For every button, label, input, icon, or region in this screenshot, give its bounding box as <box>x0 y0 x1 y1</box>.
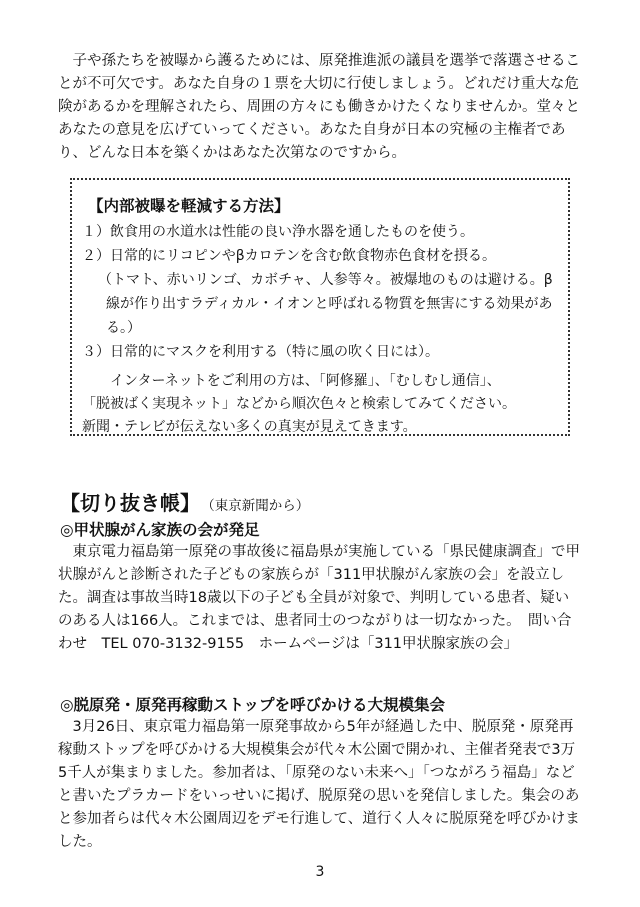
article-body: 3月26日、東京電力福島第一原発事故から5年が経過した中、脱原発・原発再稼動ストップを呼びかける大規模集会が代々木公園で開かれ、主催者発表で3万5千人が集まりました。参加者は、「原発のない未来へ」「つながろう福島」などと書いたプラカードをいっせいに掲げ、脱原発の思いを発信しました。集会のあと参加者らは代々木公園周辺をデモ行進して、道行く人々に脱原発を呼びかけました。 <box>58 719 580 850</box>
box-title: 【内部被曝を軽減する方法】 <box>88 197 290 215</box>
note-line: 新聞・テレビが伝えない多くの真実が見えてきます。 <box>82 419 417 435</box>
clippings-title <box>60 487 309 516</box>
intro-paragraph: 子や孫たちを被曝から護るためには、原発推進派の議員を選挙で落選させることが不可欠です。あなた自身の１票を大切に行使しましょう。どれだけ重大な危険があるかを理解されたら、周囲の方々にも働きかけたくなりませんか。堂々とあなたの意見を広げていってください。あなた自身が日本の究極の主権者であり、どんな日本を築くかはあなた次第なのですから。 <box>58 53 580 161</box>
internal-exposure-box <box>70 178 570 436</box>
method-item: ２）日常的にリコピンやβカロテンを含む飲食物赤色食材を摂る。 <box>82 248 496 264</box>
method-item: １）飲食用の水道水は性能の良い浄水器を通したものを使う。 <box>82 224 474 240</box>
article-heading: ◎脱原発・原発再稼動ストップを呼びかける大規模集会 <box>60 696 446 714</box>
internet-note <box>82 370 562 439</box>
clippings-heading: 【切り抜き帳】 <box>60 491 200 515</box>
method-list <box>82 220 562 364</box>
method-item-detail: （トマト、赤いリンゴ、カボチャ、人参等々。被爆地のものは避ける。β線が作り出すラディカル・イオンと呼ばれる物質を無害にする効果がある。） <box>98 272 553 336</box>
article-heading: ◎甲状腺がん家族の会が発足 <box>60 521 260 539</box>
note-line: 「脱被ばく実現ネット」などから順次色々と検索してみてください。 <box>82 396 516 412</box>
clippings-source: （東京新聞から） <box>208 498 310 514</box>
page-number: 3 <box>315 864 325 880</box>
note-line: インターネットをご利用の方は、「阿修羅」、「むしむし通信」、 <box>110 373 501 389</box>
method-item: ３）日常的にマスクを利用する（特に風の吹く日には）。 <box>82 344 439 360</box>
article-body: 東京電力福島第一原発の事故後に福島県が実施している「県民健康調査」で甲状腺がんと診断された子どもの家族らが「311甲状腺がん家族の会」を設立した。調査は事故当時18歳以下の子ども全員が対象で、判明している患者、疑いのある人は166人。これまでは、患者同士のつながりは一切なかった。 問い合わせ TEL 070-3132-9155 ホームページは「311甲状腺家族の会」 <box>58 544 580 652</box>
